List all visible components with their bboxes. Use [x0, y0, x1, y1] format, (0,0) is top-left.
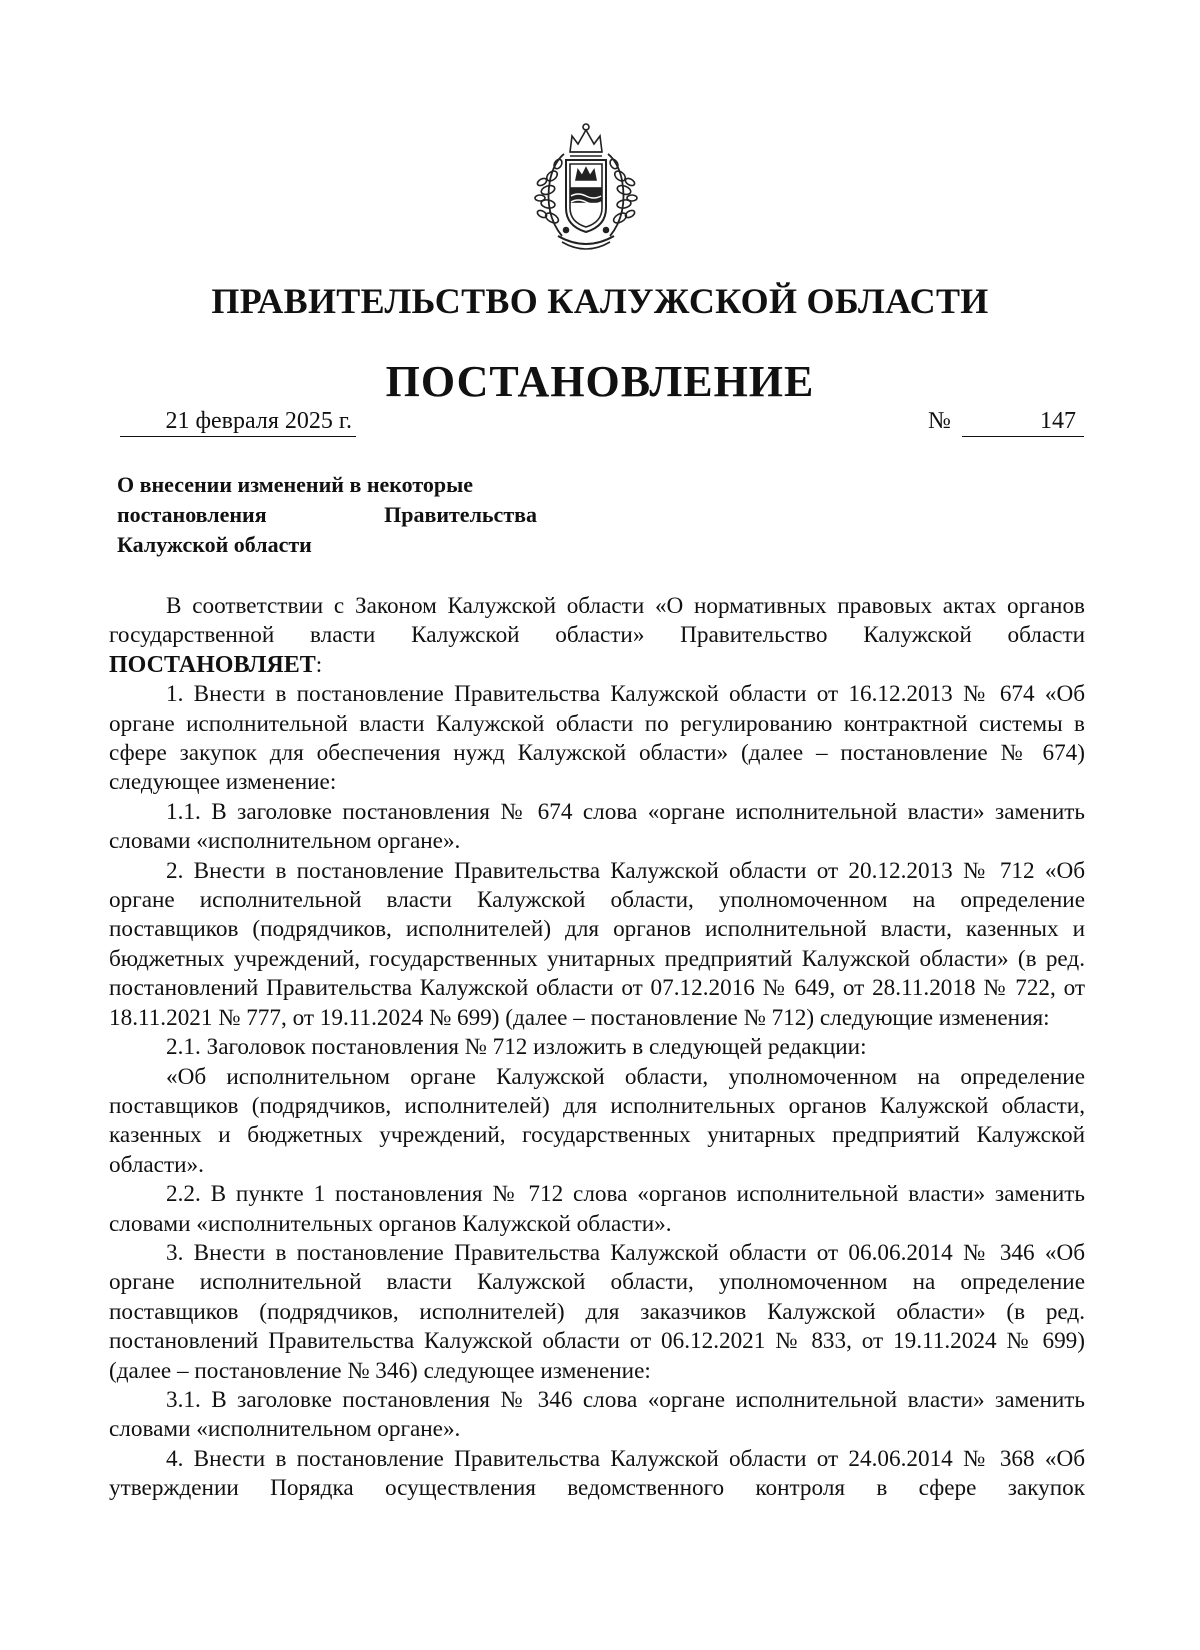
paragraph-2-2: 2.2. В пункте 1 постановления № 712 слова «органов исполнительной власти» заменить словами «исполнительных органов Калужской области». — [109, 1181, 1085, 1237]
preamble-text: В соответствии с Законом Калужской области «О нормативных правовых актах органов государственной власти Калужской области» Правительство Калужской области — [109, 593, 1085, 649]
preamble-paragraph — [109, 592, 1085, 680]
paragraph-2-1: 2.1. Заголовок постановления № 712 изложить в следующей редакции: — [166, 1034, 867, 1061]
number-sign: № — [928, 408, 951, 434]
paragraph-2-1-quote: «Об исполнительном органе Калужской области, уполномоченном на определение поставщиков (подрядчиков, исполнителей) для исполнительных органов Калужской области, казенных и бюджетных учреждений, государственных унитарных предприятий Калужской области». — [109, 1063, 1085, 1178]
document-type: ПОСТАНОВЛЕНИЕ — [385, 357, 815, 406]
government-title: ПРАВИТЕЛЬСТВО КАЛУЖСКОЙ ОБЛАСТИ — [211, 281, 989, 321]
number-value: 147 — [962, 406, 1084, 437]
paragraph-3-1: 3.1. В заголовке постановления № 346 слова «органе исполнительной власти» заменить словами «исполнительном органе». — [109, 1386, 1085, 1443]
subject-line-3: Калужской области — [117, 532, 312, 557]
decree-word: ПОСТАНОВЛЯЕТ — [109, 651, 316, 678]
subject-line-2: постановления Правительства — [117, 502, 537, 527]
paragraph-4: 4. Внести в постановление Правительства Калужской области от 24.06.2014 № 368 «Об утверждении Порядка осуществления ведомственного контроля в сфере закупок — [109, 1445, 1085, 1502]
paragraph-1-1: 1.1. В заголовке постановления № 674 слова «органе исполнительной власти» заменить словами «исполнительном органе». — [109, 798, 1085, 855]
paragraph-3: 3. Внести в постановление Правительства Калужской области от 06.06.2014 № 346 «Об органе исполнительной власти Калужской области, уполномоченном на определение поставщиков (подрядчиков, исполнителей) для заказчиков Калужской области» (в ред. постановлений Правительства Калужской области от 06.12.2021 № 833, от 19.11.2024 № 699) (далее – постановление № 346) следующее изменение: — [109, 1239, 1085, 1384]
document-number — [928, 406, 1084, 437]
paragraph-2: 2. Внести в постановление Правительства Калужской области от 20.12.2013 № 712 «Об органе исполнительной власти Калужской области, уполномоченном на определение поставщиков (подрядчиков, исполнителей) для органов исполнительной власти, казенных и бюджетных учреждений, государственных унитарных предприятий Калужской области» (в ред. постановлений Правительства Калужской области от 07.12.2016 № 649, от 28.11.2018 № 722, от 18.11.2021 № 777, от 19.11.2024 № 699) (далее – постановление № 712) следующие изменения: — [109, 857, 1085, 1031]
document-date: 21 февраля 2025 г. — [120, 406, 356, 437]
subject-line-1: О внесении изменений в некоторые — [117, 472, 474, 497]
document-body — [109, 592, 1085, 1504]
paragraph-1: 1. Внести в постановление Правительства Калужской области от 16.12.2013 № 674 «Об органе исполнительной власти Калужской области по регулированию контрактной системы в сфере закупок для обеспечения нужд Калужской области» (далее – постановление № 674) следующее изменение: — [109, 681, 1085, 796]
preamble-tail: : — [315, 651, 323, 678]
document-subject — [117, 470, 537, 560]
coat-of-arms-icon — [528, 118, 644, 256]
